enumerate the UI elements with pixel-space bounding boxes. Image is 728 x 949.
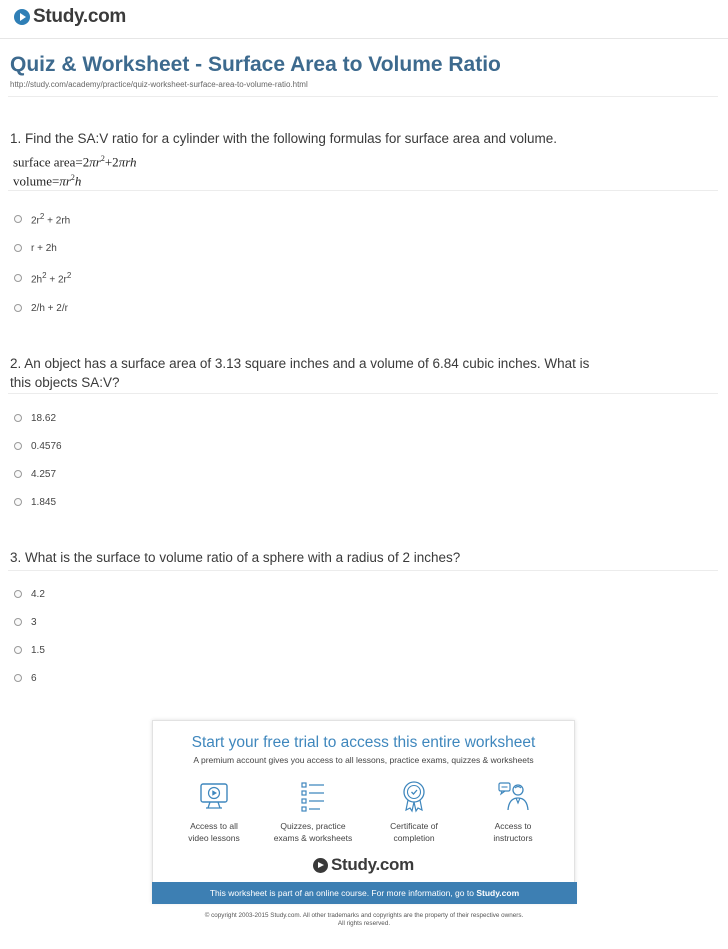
feature-line: Access to all — [190, 821, 238, 831]
divider — [8, 190, 718, 191]
divider — [8, 96, 718, 97]
play-logo-icon — [313, 858, 328, 873]
video-lesson-icon — [197, 779, 231, 813]
answer-option[interactable] — [14, 241, 57, 255]
premium-promo-box — [152, 720, 575, 903]
formula-surface-area: surface $area=2\pi r^2+2\pi rh$ — [13, 154, 137, 170]
divider — [8, 393, 718, 394]
logo-text: Study.com — [331, 855, 414, 874]
feature-quizzes — [263, 779, 363, 844]
radio-button[interactable] — [14, 244, 22, 252]
instructor-icon — [496, 779, 530, 813]
radio-button[interactable] — [14, 646, 22, 654]
radio-button[interactable] — [14, 215, 22, 223]
option-label: 6 — [31, 672, 37, 684]
feature-video-lessons — [164, 779, 264, 844]
radio-button[interactable] — [14, 470, 22, 478]
copyright-line: © copyright 2003-2015 Study.com. All other trademarks and copyrights are the property of their respective owners. — [204, 912, 524, 919]
copyright-line: All rights reserved. — [337, 920, 391, 927]
feature-line: Access to — [494, 821, 532, 831]
question-3-text: 3. What is the surface to volume ratio of a sphere with a radius of 2 inches? — [10, 550, 461, 565]
answer-option[interactable] — [14, 411, 56, 425]
question-1-text: 1. Find the SA:V ratio for a cylinder with the following formulas for surface area and volume. — [10, 131, 558, 146]
answer-option[interactable] — [14, 271, 71, 285]
radio-button[interactable] — [14, 274, 22, 282]
radio-button[interactable] — [14, 618, 22, 626]
study-link[interactable]: Study.com — [476, 888, 520, 898]
answer-option[interactable] — [14, 212, 70, 226]
promo-study-logo[interactable] — [153, 855, 574, 875]
radio-button[interactable] — [14, 590, 22, 598]
option-label: 3 — [31, 616, 37, 628]
checklist-icon — [296, 779, 330, 813]
feature-line: exams & worksheets — [273, 833, 353, 843]
divider — [8, 570, 718, 571]
answer-option[interactable] — [14, 643, 45, 657]
copyright-footer — [0, 912, 728, 928]
question-2-text: 2. An object has a surface area of 3.13 square inches and a volume of 6.84 cubic inches. What is this objects SA:V? — [10, 356, 590, 390]
header-divider — [0, 38, 728, 39]
option-label: 1.845 — [31, 496, 57, 508]
option-label: r + 2h — [31, 242, 57, 254]
page-url: http://study.com/academy/practice/quiz-worksheet-surface-area-to-volume-ratio.html — [10, 80, 308, 89]
play-logo-icon — [14, 9, 30, 25]
answer-option[interactable] — [14, 587, 45, 601]
study-logo[interactable] — [14, 6, 126, 28]
radio-button[interactable] — [14, 414, 22, 422]
radio-button[interactable] — [14, 304, 22, 312]
answer-option[interactable] — [14, 439, 62, 453]
feature-line: completion — [393, 833, 435, 843]
promo-info-bar — [152, 882, 577, 904]
logo-text: Study.com — [33, 6, 127, 27]
feature-instructors — [463, 779, 563, 844]
answer-option[interactable] — [14, 615, 37, 629]
feature-certificate — [364, 779, 464, 844]
option-label: 18.62 — [31, 412, 57, 424]
page-title: Quiz & Worksheet - Surface Area to Volume Ratio — [10, 53, 501, 76]
feature-line: Quizzes, practice — [280, 821, 346, 831]
option-label: 4.257 — [31, 468, 57, 480]
feature-line: video lessons — [188, 833, 240, 843]
option-label: 4.2 — [31, 588, 45, 600]
answer-option[interactable] — [14, 301, 68, 315]
answer-option[interactable] — [14, 671, 37, 685]
feature-line: Certificate of — [390, 821, 438, 831]
answer-option[interactable] — [14, 495, 56, 509]
promo-subtitle: A premium account gives you access to all lessons, practice exams, quizzes & worksheets — [193, 755, 534, 765]
question-1-formula — [13, 151, 137, 190]
certificate-icon — [397, 779, 431, 813]
answer-option[interactable] — [14, 467, 56, 481]
promo-title[interactable]: Start your free trial to access this entire worksheet — [191, 734, 536, 751]
radio-button[interactable] — [14, 498, 22, 506]
option-label: $2r^2 + 2rh$ — [31, 211, 71, 227]
option-label: 1.5 — [31, 644, 45, 656]
formula-volume: $volume=\pi r^2h$ — [13, 173, 82, 189]
option-label: 0.4576 — [31, 440, 62, 452]
option-label: $2h^2 + 2r^2$ — [31, 270, 72, 286]
radio-button[interactable] — [14, 674, 22, 682]
feature-line: instructors — [493, 833, 533, 843]
promo-bar-text: This worksheet is part of an online course. For more information, go to — [209, 888, 477, 898]
radio-button[interactable] — [14, 442, 22, 450]
option-label: 2/h + 2/r — [31, 302, 68, 314]
